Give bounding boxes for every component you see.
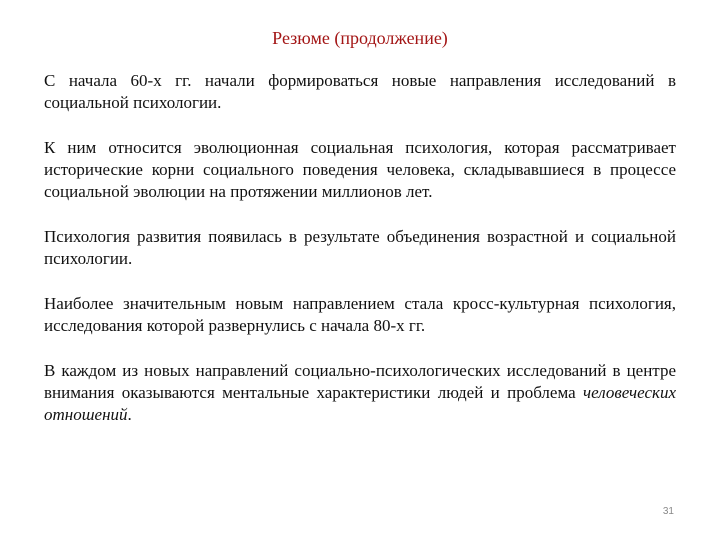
paragraph-5-emphasis: человеческих отношений (44, 383, 676, 424)
paragraph-4 (44, 293, 676, 337)
paragraph-5 (44, 360, 676, 426)
paragraph-1 (44, 70, 676, 114)
paragraph-1-text: С начала 60-х гг. начали формироваться новые направления исследований в социальной психологии. (44, 71, 676, 112)
paragraph-5-suffix: . (127, 405, 132, 424)
paragraph-4-text: Наиболее значительным новым направлением стала кросс-культурная психология, исследования которой развернулись с начала 80-х гг. (44, 294, 676, 335)
slide-title: Резюме (продолжение) (272, 28, 448, 48)
slide-body (44, 70, 676, 449)
page-number: 31 (662, 506, 674, 517)
paragraph-2 (44, 137, 676, 203)
paragraph-5-text: В каждом из новых направлений социально-психологических исследований в центре внимания оказываются ментальные характеристики людей и проблема (44, 361, 676, 402)
paragraph-3 (44, 226, 676, 270)
paragraph-2-text: К ним относится эволюционная социальная психология, которая рассматривает исторические корни социального поведения человека, складывавшиеся в процессе социальной эволюции на протяжении миллионов лет. (44, 138, 676, 201)
paragraph-3-text: Психология развития появилась в результате объединения возрастной и социальной психологии. (44, 227, 676, 268)
